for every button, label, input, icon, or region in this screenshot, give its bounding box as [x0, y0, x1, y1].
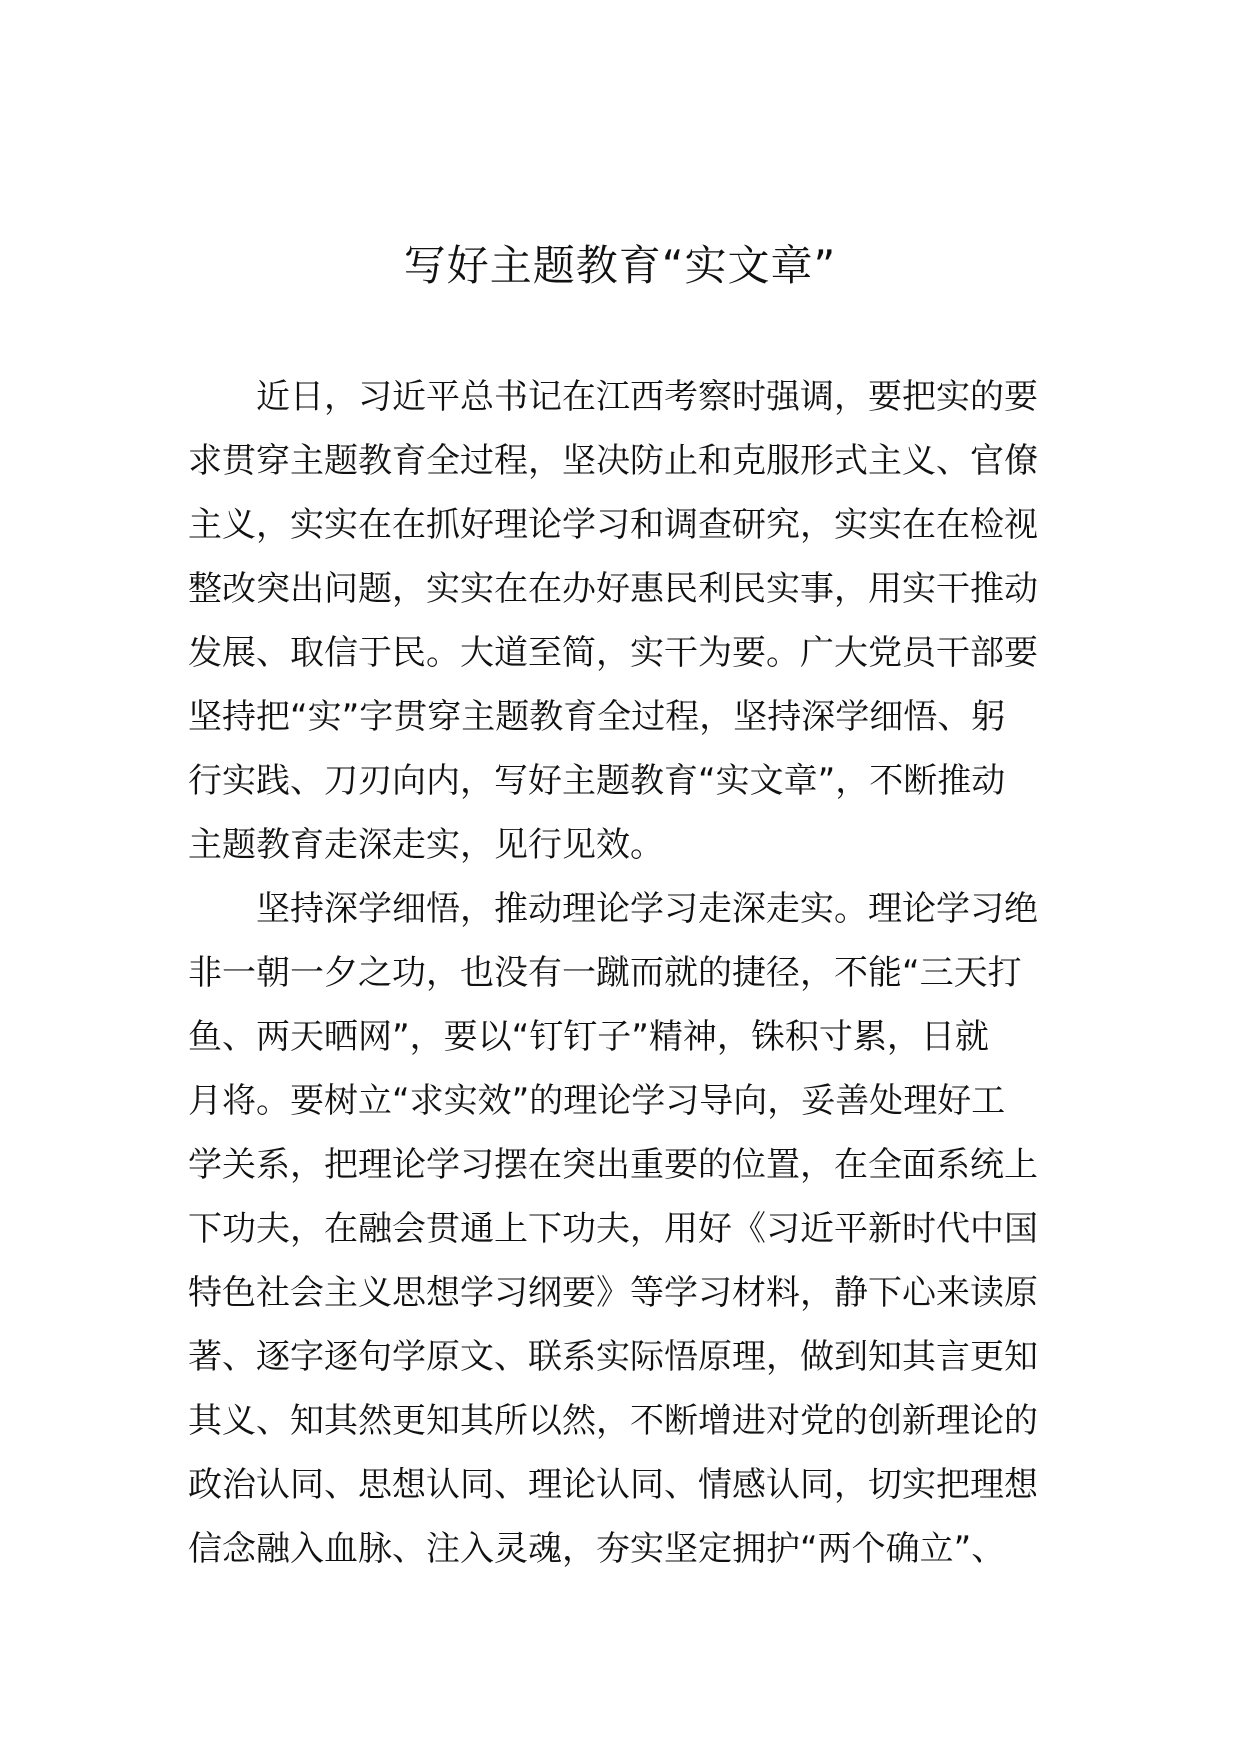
text-line: 整改突出问题，实实在在办好惠民利民实事，用实干推动	[188, 569, 1038, 609]
text-line: 坚持深学细悟，推动理论学习走深走实。理论学习绝	[256, 889, 1038, 929]
document-body	[188, 365, 1058, 1581]
text-line: 非一朝一夕之功，也没有一蹴而就的捷径，不能“三天打	[188, 953, 1022, 993]
text-line: 著、逐字逐句学原文、联系实际悟原理，做到知其言更知	[188, 1337, 1038, 1377]
paragraph-1	[188, 365, 1058, 877]
document-title: 写好主题教育“实文章”	[403, 241, 837, 290]
text-line: 鱼、两天晒网”，要以“钉钉子”精神，铢积寸累，日就	[188, 1017, 989, 1057]
text-line: 学关系，把理论学习摆在突出重要的位置，在全面系统上	[188, 1145, 1038, 1185]
text-line: 政治认同、思想认同、理论认同、情感认同，切实把理想	[188, 1465, 1038, 1505]
text-line: 其义、知其然更知其所以然，不断增进对党的创新理论的	[188, 1401, 1038, 1441]
paragraph-2	[188, 877, 1058, 1581]
text-line: 主题教育走深走实，见行见效。	[188, 825, 664, 865]
text-line: 特色社会主义思想学习纲要》等学习材料，静下心来读原	[188, 1273, 1038, 1313]
text-line: 求贯穿主题教育全过程，坚决防止和克服形式主义、官僚	[188, 441, 1038, 481]
text-line: 主义，实实在在抓好理论学习和调查研究，实实在在检视	[188, 505, 1038, 545]
text-line: 近日，习近平总书记在江西考察时强调，要把实的要	[256, 377, 1038, 417]
text-line: 行实践、刀刃向内，写好主题教育“实文章”，不断推动	[188, 761, 1006, 801]
text-line: 发展、取信于民。大道至简，实干为要。广大党员干部要	[188, 633, 1038, 673]
text-line: 月将。要树立“求实效”的理论学习导向，妥善处理好工	[188, 1081, 1006, 1121]
text-line: 下功夫，在融会贯通上下功夫，用好《习近平新时代中国	[188, 1209, 1038, 1249]
text-line: 坚持把“实”字贯穿主题教育全过程，坚持深学细悟、躬	[188, 697, 1006, 737]
text-line: 信念融入血脉、注入灵魂，夯实坚定拥护“两个确立”、	[188, 1529, 1006, 1569]
